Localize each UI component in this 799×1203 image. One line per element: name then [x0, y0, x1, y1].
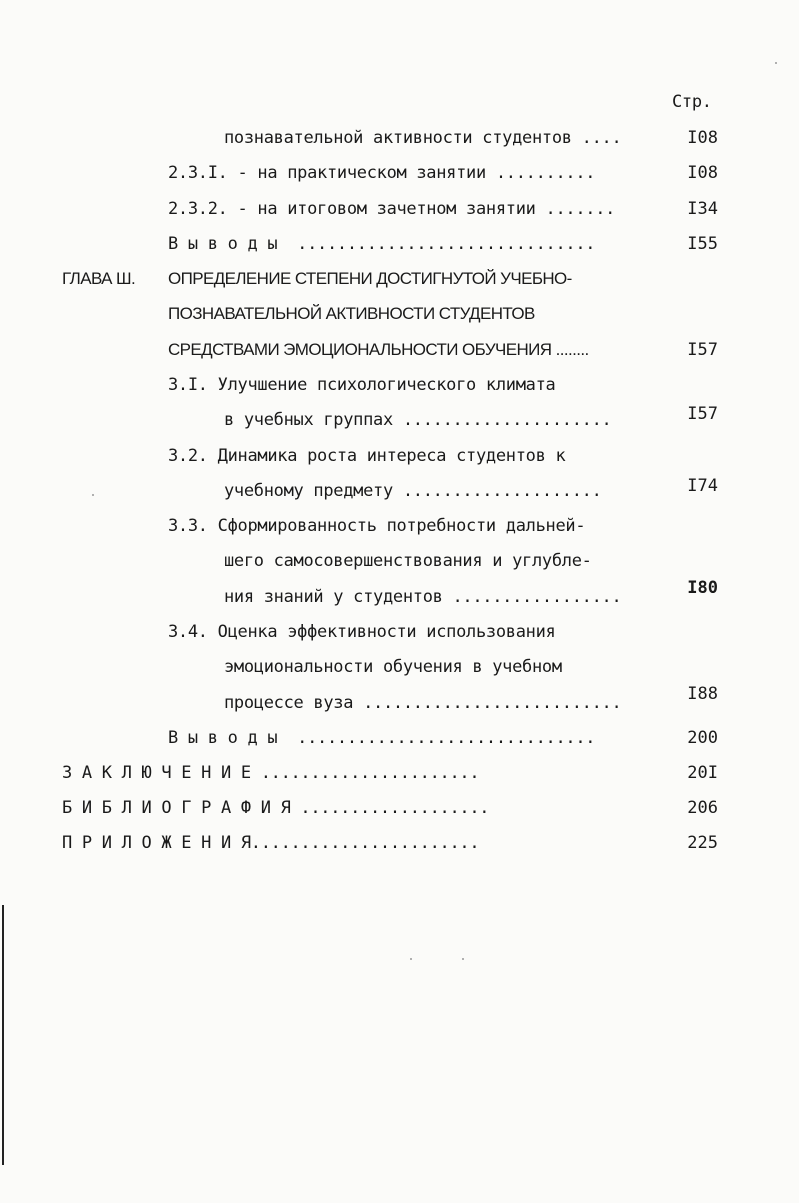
toc-entry-page: 206 — [687, 798, 718, 818]
toc-entry-text: процессе вуза .......................... — [224, 693, 622, 713]
scan-edge-line — [2, 905, 4, 1165]
toc-entry-page: I08 — [687, 163, 718, 183]
toc-entry-text: 3.I. Улучшение психологического климата — [168, 375, 556, 395]
toc-entry-page: I74 — [687, 476, 718, 496]
toc-entry-page: 225 — [687, 833, 718, 853]
chapter-title: СРЕДСТВАМИ ЭМОЦИОНАЛЬНОСТИ ОБУЧЕНИЯ ........ — [168, 340, 589, 359]
toc-entry-text: 2.3.I. - на практическом занятии .......... — [168, 163, 596, 183]
chapter-title: ОПРЕДЕЛЕНИЕ СТЕПЕНИ ДОСТИГНУТОЙ УЧЕБНО- — [168, 269, 572, 288]
toc-entry-text: ния знаний у студентов ................. — [224, 587, 622, 607]
scan-speck — [92, 494, 94, 496]
chapter-label: ГЛАВА Ш. — [62, 269, 136, 288]
toc-entry-text: В ы в о д ы .............................. — [168, 234, 596, 254]
toc-entry-text: 3.3. Сформированность потребности дальней- — [168, 516, 586, 536]
section-bibliography: Б И Б Л И О Г Р А Ф И Я ................... — [62, 798, 490, 818]
toc-entry-page: 200 — [687, 728, 718, 748]
toc-entry-text: 3.2. Динамика роста интереса студентов к — [168, 446, 566, 466]
toc-entry-page: I57 — [687, 404, 718, 424]
toc-entry-page: I08 — [687, 128, 718, 148]
toc-entry-text: познавательной активности студентов .... — [224, 128, 622, 148]
toc-entry-text: 2.3.2. - на итоговом зачетном занятии ....... — [168, 199, 616, 219]
toc-entry-page: 20I — [687, 763, 718, 783]
toc-entry-page: I55 — [687, 234, 718, 254]
toc-entry-text: шего самосовершенствования и углубле- — [224, 551, 592, 571]
chapter-title: ПОЗНАВАТЕЛЬНОЙ АКТИВНОСТИ СТУДЕНТОВ — [168, 304, 535, 323]
toc-entry-page: I34 — [687, 199, 718, 219]
toc-entry-page: I80 — [687, 578, 718, 598]
page-column-header: Стр. — [672, 92, 712, 112]
scan-speck — [462, 958, 464, 960]
scan-speck — [775, 62, 777, 64]
toc-entry-text: В ы в о д ы .............................. — [168, 728, 596, 748]
section-conclusion: З А К Л Ю Ч Е Н И Е ...................... — [62, 763, 480, 783]
toc-entry-text: эмоциональности обучения в учебном — [224, 657, 562, 677]
section-appendices: П Р И Л О Ж Е Н И Я....................... — [62, 833, 480, 853]
scan-speck — [410, 958, 412, 960]
toc-entry-page: I88 — [687, 684, 718, 704]
toc-entry-page: I57 — [687, 340, 718, 360]
toc-entry-text: в учебных группах ..................... — [224, 410, 612, 430]
toc-entry-text: 3.4. Оценка эффективности использования — [168, 622, 556, 642]
toc-entry-text: учебному предмету .................... — [224, 481, 602, 501]
